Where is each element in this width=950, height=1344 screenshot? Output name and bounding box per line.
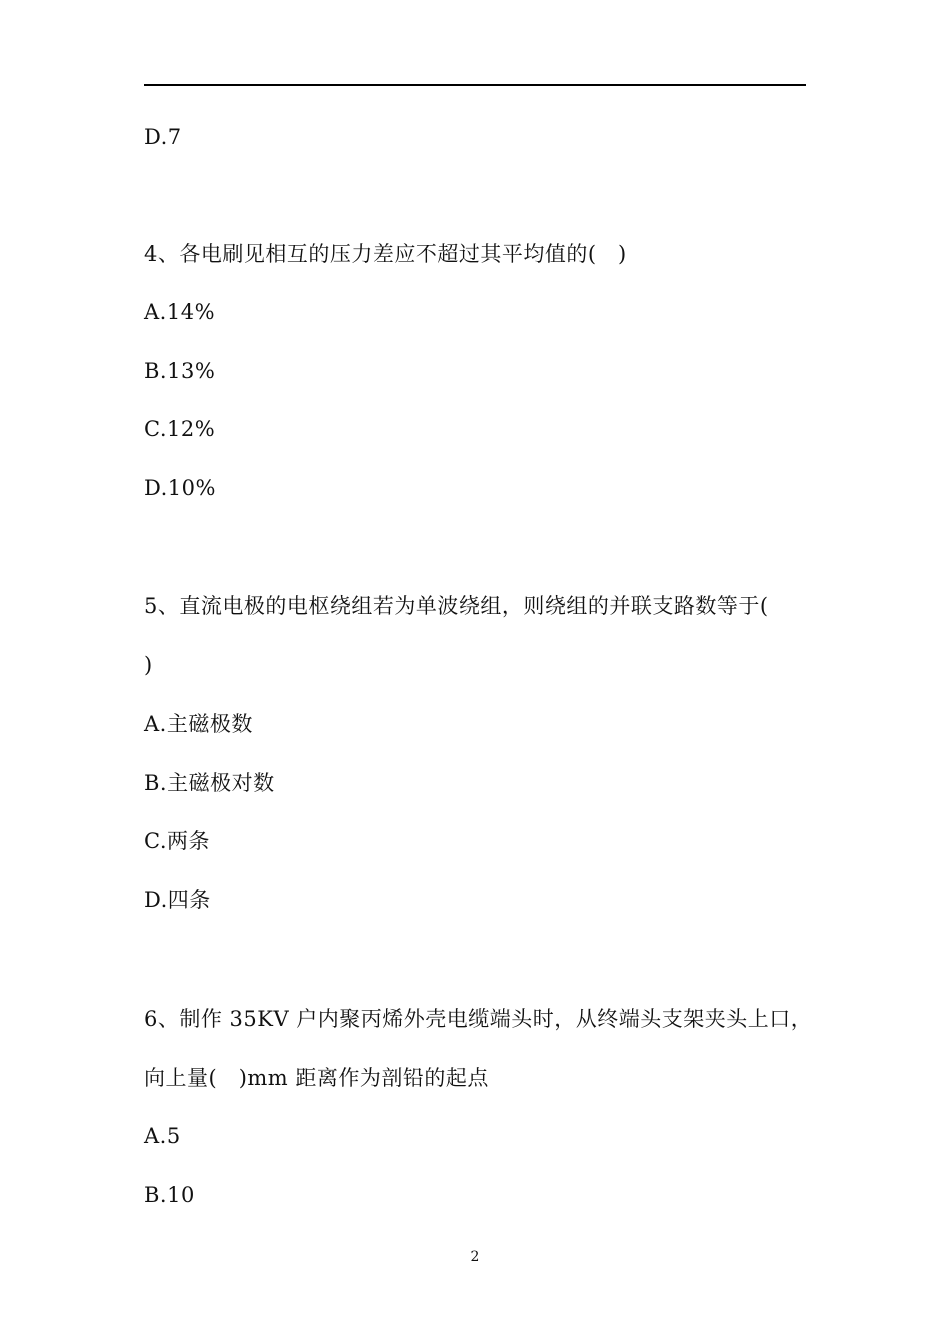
q3-option-d: D.7 xyxy=(144,125,182,149)
q4-option-a: A.14% xyxy=(144,300,216,324)
q4-question: 4、各电刷见相互的压力差应不超过其平均值的( ) xyxy=(144,242,627,266)
q6-option-b: B.10 xyxy=(144,1183,195,1207)
page-number: 2 xyxy=(470,1249,480,1265)
q4-option-d: D.10% xyxy=(144,476,216,500)
q5-question-line2: ) xyxy=(144,653,153,677)
q5-option-d: D.四条 xyxy=(144,888,211,912)
q5-option-b: B.主磁极对数 xyxy=(144,771,275,795)
q6-question-line1: 6、制作 35KV 户内聚丙烯外壳电缆端头时，从终端头支架夹头上口， xyxy=(144,1007,813,1031)
q6-option-a: A.5 xyxy=(144,1124,181,1148)
q4-option-b: B.13% xyxy=(144,359,216,383)
q5-option-c: C.两条 xyxy=(144,829,210,853)
q5-question-line1: 5、直流电极的电枢绕组若为单波绕组，则绕组的并联支路数等于( xyxy=(144,594,769,618)
q6-question-line2: 向上量( )mm 距离作为剖铅的起点 xyxy=(144,1066,489,1090)
q5-option-a: A.主磁极数 xyxy=(144,712,253,736)
header-rule xyxy=(144,84,806,86)
q4-option-c: C.12% xyxy=(144,417,216,441)
